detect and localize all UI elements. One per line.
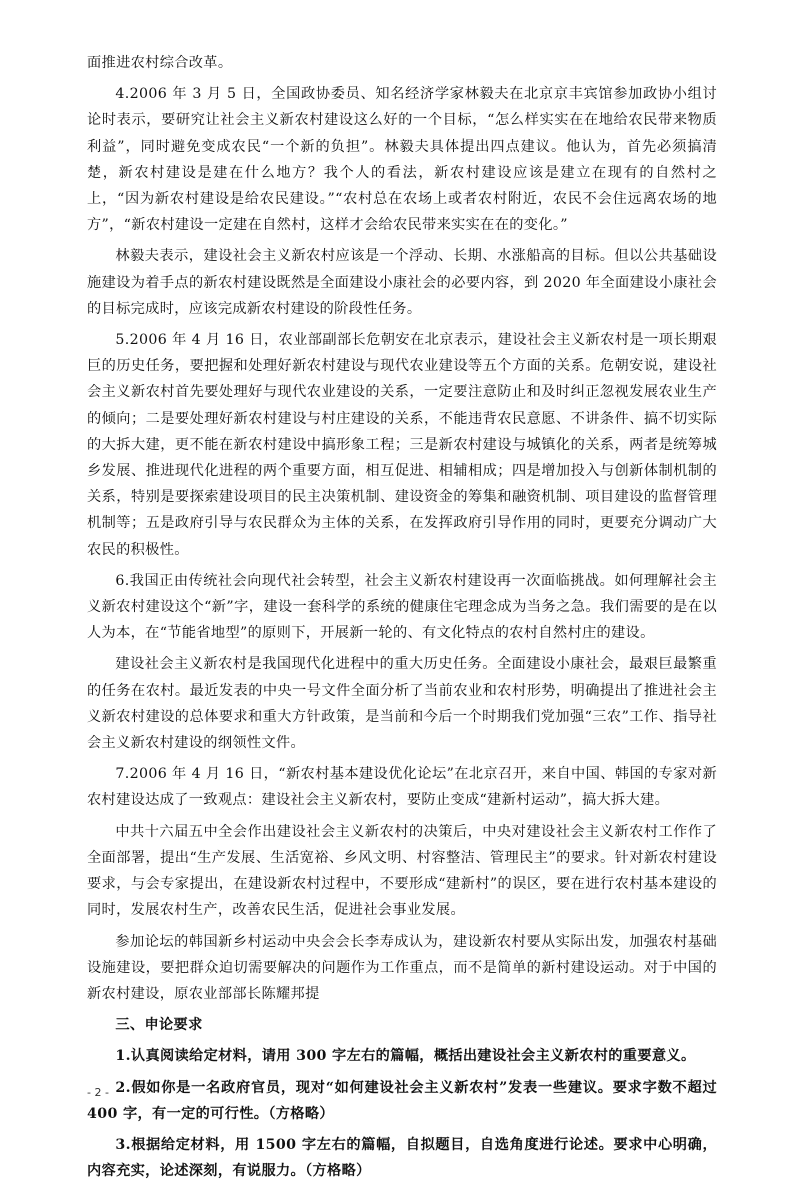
- page-number: - 2 -: [87, 1086, 109, 1099]
- question-2: 2.假如你是一名政府官员，现对“如何建设社会主义新农村”发表一些建议。要求字数不超过 400 字，有一定的可行性。（方格略）: [87, 1079, 717, 1122]
- paragraph-forum-korea: 参加论坛的韩国新乡村运动中央会会长李寿成认为，建设新农村要从实际出发，加强农村基础设施建设，要把群众迫切需要解决的问题作为工作重点，而不是简单的新村建设运动。对于中国的新农村建设，原农业部部长陈耀邦提: [87, 933, 717, 1002]
- paragraph-item-7: 7.2006 年 4 月 16 日，“新农村基本建设优化论坛”在北京召开，来自中国、韩国的专家对新农村建设达成了一致观点：建设社会主义新农村，要防止变成“建新村运动”，搞大拆大建。: [87, 766, 717, 809]
- paragraph-historic-task: 建设社会主义新农村是我国现代化进程中的重大历史任务。全面建设小康社会，最艰巨最繁重的任务在农村。最近发表的中央一号文件全面分析了当前农业和农村形势，明确提出了推进社会主义新农村建设的总体要求和重大方针政策，是当前和今后一个时期我们党加强“三农”工作、指导社会主义新农村建设的纲领性文件。: [87, 656, 717, 752]
- document-body: [87, 50, 717, 1189]
- question-3: 3.根据给定材料，用 1500 字左右的篇幅，自拟题目，自选角度进行论述。要求中心明确，内容充实，论述深刻，有说服力。（方格略）: [87, 1136, 717, 1180]
- paragraph-plenary-session: 中共十六届五中全会作出建设社会主义新农村的决策后，中央对建设社会主义新农村工作作了全面部署，提出“生产发展、生活宽裕、乡风文明、村容整洁、管理民主”的要求。针对新农村建设要求，与会专家提出，在建设新农村过程中，不要形成“建新村”的误区，要在进行农村基本建设的同时，发展农村生产，改善农民生活，促进社会事业发展。: [87, 823, 717, 919]
- section-heading: 三、申论要求: [115, 1017, 203, 1034]
- paragraph-lin-yifu-goal: 林毅夫表示，建设社会主义新农村应该是一个浮动、长期、水涨船高的目标。但以公共基础设施建设为着手点的新农村建设既然是全面建设小康社会的必要内容，到 2020 年全面建设小康社会的目标完成时，应该完成新农村建设的阶段性任务。: [87, 248, 717, 317]
- paragraph-item-4: 4.2006 年 3 月 5 日，全国政协委员、知名经济学家林毅夫在北京京丰宾馆参加政协小组讨论时表示，要研究让社会主义新农村建设这么好的一个目标，“怎么样实实在在地给农民带来物质利益”，同时避免变成农民“一个新的负担”。林毅夫具体提出四点建议。他认为，首先必须搞清楚，新农村建设是建在什么地方？我个人的看法，新农村建设应该是建立在现有的自然村之上，“因为新农村建设是给农民建设。”“农村总在农场上或者农村附近，农民不会住远离农场的地方”，“新农村建设一定建在自然村，这样才会给农民带来实实在在的变化。”: [87, 86, 717, 234]
- paragraph-continuation: 面推进农村综合改革。: [87, 55, 233, 71]
- paragraph-item-5: 5.2006 年 4 月 16 日，农业部副部长危朝安在北京表示，建设社会主义新农村是一项长期艰巨的历史任务，要把握和处理好新农村建设与现代农业建设等五个方面的关系。危朝安说，建设社会主义新农村首先要处理好与现代农业建设的关系，一定要注意防止和及时纠正忽视发展农业生产的倾向；二是要处理好新农村建设与村庄建设的关系，不能违背农民意愿、不讲条件、搞不切实际的大拆大建，更不能在新农村建设中搞形象工程；三是新农村建设与城镇化的关系，两者是统筹城乡发展、推进现代化进程的两个重要方面，相互促进、相辅相成；四是增加投入与创新体制机制的关系，特别是要探索建设项目的民主决策机制、建设资金的筹集和融资机制、项目建设的监督管理机制等；五是政府引导与农民群众为主体的关系，在发挥政府引导作用的同时，更要充分调动广大农民的积极性。: [87, 332, 717, 558]
- question-1: 1.认真阅读给定材料，请用 300 字左右的篇幅，概括出建设社会主义新农村的重要意义。: [115, 1048, 696, 1065]
- paragraph-item-6: 6.我国正由传统社会向现代社会转型，社会主义新农村建设再一次面临挑战。如何理解社会主义新农村建设这个“新”字，建设一套科学的系统的健康住宅理念成为当务之急。我们需要的是在以人为本，在“节能省地型”的原则下，开展新一轮的、有文化特点的农村自然村庄的建设。: [87, 572, 717, 642]
